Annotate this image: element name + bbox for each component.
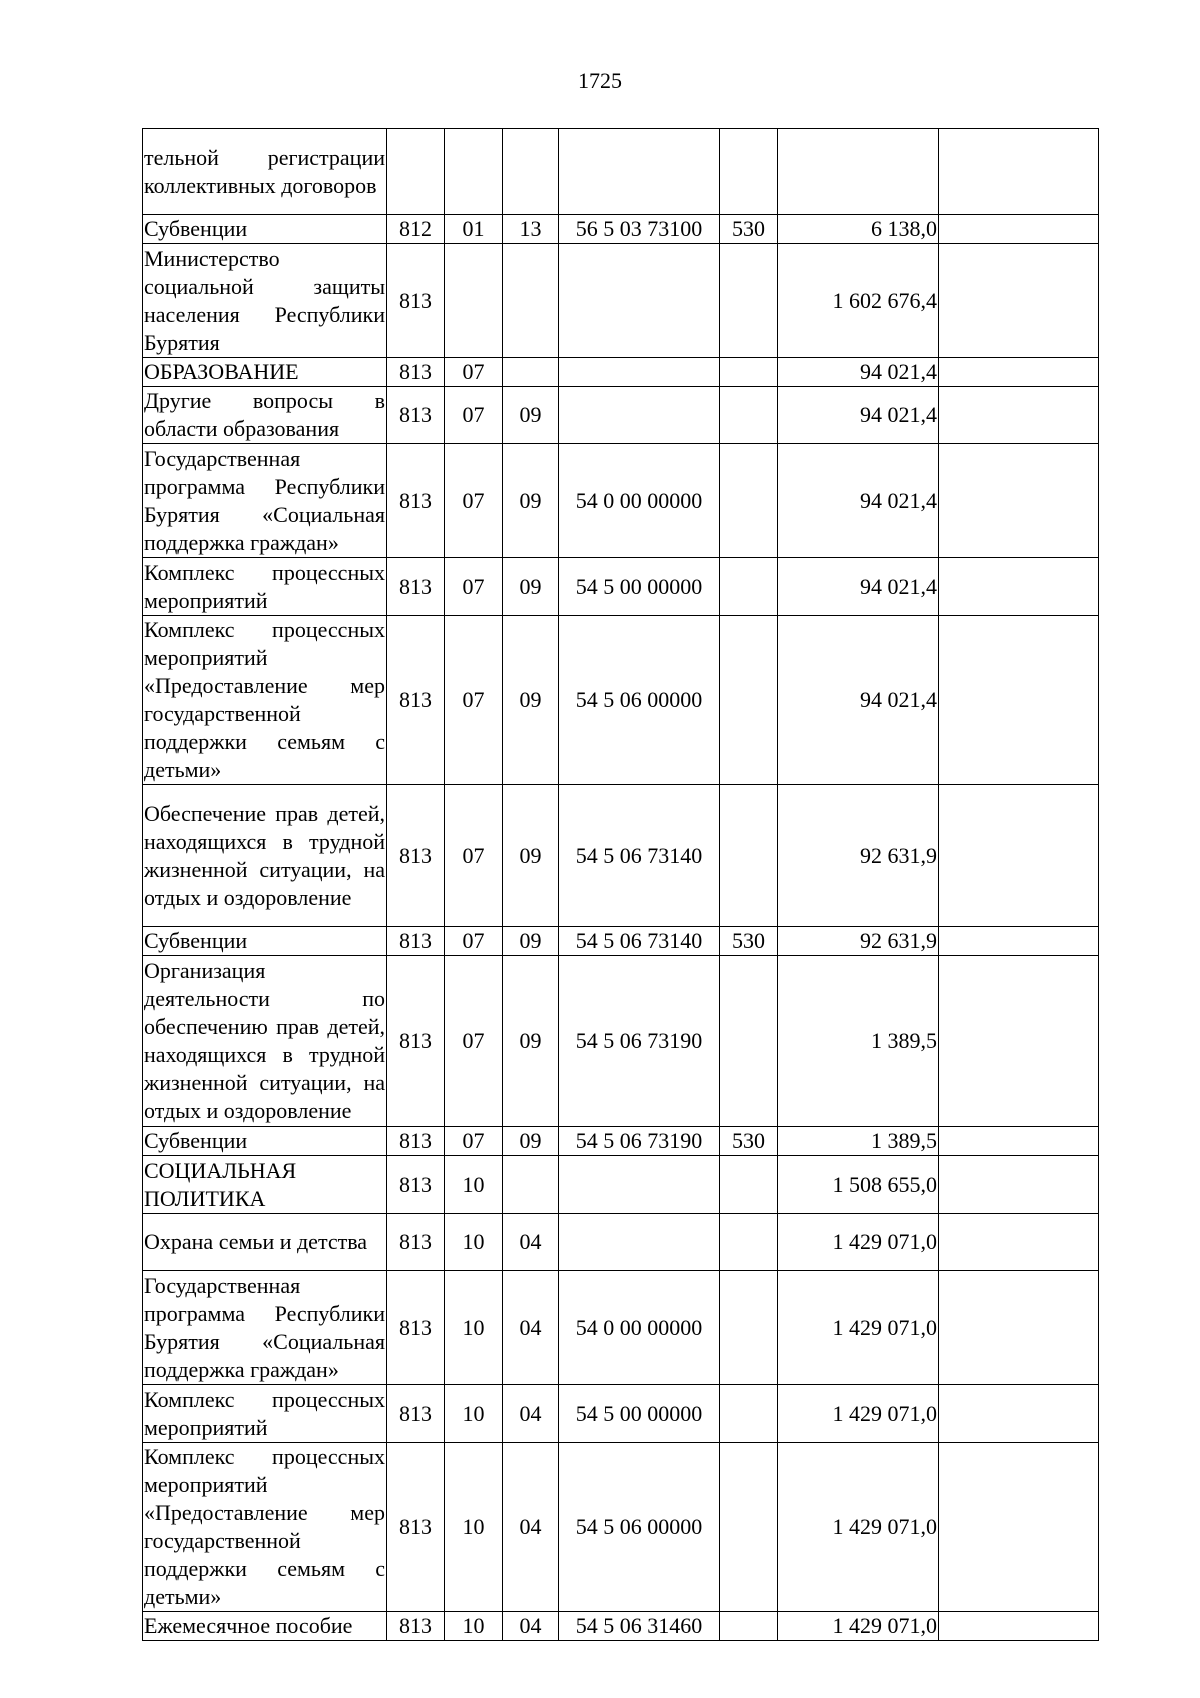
table-row	[143, 387, 1099, 444]
target-code-cell	[559, 129, 720, 215]
budget-table-body	[143, 129, 1099, 1641]
table-row	[143, 1271, 1099, 1385]
section-code-cell: 07	[445, 444, 503, 558]
expense-type-cell	[720, 358, 778, 387]
target-code-cell: 54 5 06 73190	[559, 1127, 720, 1156]
amount-cell: 1 508 655,0	[778, 1156, 939, 1214]
target-code-cell: 54 5 06 73140	[559, 785, 720, 927]
section-code-cell: 07	[445, 956, 503, 1127]
table-row	[143, 558, 1099, 616]
ministry-code-cell: 813	[387, 387, 445, 444]
table-row	[143, 785, 1099, 927]
amount-cell: 1 429 071,0	[778, 1214, 939, 1271]
empty-cell	[939, 956, 1099, 1127]
target-code-cell: 56 5 03 73100	[559, 215, 720, 244]
item-name-cell: Комплекс процессных мероприятий	[143, 558, 387, 616]
section-code-cell: 07	[445, 927, 503, 956]
empty-cell	[939, 1612, 1099, 1641]
target-code-cell	[559, 1214, 720, 1271]
section-code-cell: 10	[445, 1443, 503, 1612]
table-row	[143, 927, 1099, 956]
expense-type-cell	[720, 1443, 778, 1612]
target-code-cell: 54 5 06 73190	[559, 956, 720, 1127]
subsection-code-cell: 04	[503, 1214, 559, 1271]
section-code-cell: 10	[445, 1612, 503, 1641]
expense-type-cell	[720, 616, 778, 785]
amount-cell: 1 429 071,0	[778, 1271, 939, 1385]
empty-cell	[939, 558, 1099, 616]
ministry-code-cell: 813	[387, 444, 445, 558]
amount-cell: 1 389,5	[778, 1127, 939, 1156]
item-name-cell: Комплекс процессных мероприятий	[143, 1385, 387, 1443]
target-code-cell: 54 5 00 00000	[559, 1385, 720, 1443]
item-name-cell: Государственная программа Республики Бурятия «Социальная поддержка граждан»	[143, 1271, 387, 1385]
target-code-cell: 54 0 00 00000	[559, 1271, 720, 1385]
expense-type-cell	[720, 129, 778, 215]
table-row	[143, 1443, 1099, 1612]
item-name-cell: тельной регистрации коллективных договоров	[143, 129, 387, 215]
amount-cell: 1 389,5	[778, 956, 939, 1127]
page-number: 1725	[578, 68, 622, 93]
subsection-code-cell: 04	[503, 1443, 559, 1612]
empty-cell	[939, 1214, 1099, 1271]
ministry-code-cell: 813	[387, 1156, 445, 1214]
ministry-code-cell: 813	[387, 785, 445, 927]
amount-cell: 94 021,4	[778, 616, 939, 785]
ministry-code-cell: 813	[387, 244, 445, 358]
ministry-code-cell: 813	[387, 558, 445, 616]
empty-cell	[939, 1271, 1099, 1385]
target-code-cell: 54 5 06 31460	[559, 1612, 720, 1641]
amount-cell: 92 631,9	[778, 785, 939, 927]
expense-type-cell	[720, 1271, 778, 1385]
table-row	[143, 215, 1099, 244]
target-code-cell	[559, 244, 720, 358]
expense-type-cell	[720, 387, 778, 444]
target-code-cell: 54 0 00 00000	[559, 444, 720, 558]
table-row	[143, 244, 1099, 358]
table-row	[143, 1156, 1099, 1214]
table-row	[143, 358, 1099, 387]
empty-cell	[939, 1127, 1099, 1156]
subsection-code-cell: 09	[503, 444, 559, 558]
ministry-code-cell: 813	[387, 616, 445, 785]
empty-cell	[939, 358, 1099, 387]
amount-cell: 94 021,4	[778, 444, 939, 558]
item-name-cell: Обеспечение прав детей, находящихся в трудной жизненной ситуации, на отдых и оздоровление	[143, 785, 387, 927]
section-code-cell: 07	[445, 785, 503, 927]
section-code-cell: 10	[445, 1214, 503, 1271]
table-row	[143, 956, 1099, 1127]
item-name-cell: Ежемесячное пособие	[143, 1612, 387, 1641]
ministry-code-cell: 813	[387, 1385, 445, 1443]
ministry-code-cell: 813	[387, 1127, 445, 1156]
section-code-cell	[445, 129, 503, 215]
subsection-code-cell	[503, 244, 559, 358]
target-code-cell	[559, 387, 720, 444]
empty-cell	[939, 927, 1099, 956]
section-code-cell: 07	[445, 358, 503, 387]
item-name-cell: ОБРАЗОВАНИЕ	[143, 358, 387, 387]
amount-cell: 94 021,4	[778, 358, 939, 387]
empty-cell	[939, 215, 1099, 244]
table-row	[143, 129, 1099, 215]
amount-cell: 1 429 071,0	[778, 1443, 939, 1612]
expense-type-cell	[720, 785, 778, 927]
item-name-cell: Организация деятельности по обеспечению прав детей, находящихся в трудной жизненной ситуации, на отдых и оздоровление	[143, 956, 387, 1127]
table-row	[143, 616, 1099, 785]
empty-cell	[939, 1443, 1099, 1612]
amount-cell: 1 602 676,4	[778, 244, 939, 358]
section-code-cell: 07	[445, 387, 503, 444]
table-row	[143, 444, 1099, 558]
amount-cell: 6 138,0	[778, 215, 939, 244]
section-code-cell: 07	[445, 616, 503, 785]
subsection-code-cell: 09	[503, 616, 559, 785]
ministry-code-cell: 813	[387, 1443, 445, 1612]
empty-cell	[939, 244, 1099, 358]
empty-cell	[939, 1385, 1099, 1443]
ministry-code-cell: 813	[387, 956, 445, 1127]
empty-cell	[939, 1156, 1099, 1214]
budget-table	[142, 128, 1099, 1641]
empty-cell	[939, 129, 1099, 215]
subsection-code-cell	[503, 129, 559, 215]
target-code-cell: 54 5 06 00000	[559, 616, 720, 785]
target-code-cell: 54 5 06 73140	[559, 927, 720, 956]
item-name-cell: Комплекс процессных мероприятий «Предоставление мер государственной поддержки семьям с детьми»	[143, 1443, 387, 1612]
expense-type-cell	[720, 444, 778, 558]
section-code-cell: 01	[445, 215, 503, 244]
empty-cell	[939, 616, 1099, 785]
table-row	[143, 1127, 1099, 1156]
empty-cell	[939, 444, 1099, 558]
amount-cell: 1 429 071,0	[778, 1612, 939, 1641]
empty-cell	[939, 785, 1099, 927]
item-name-cell: СОЦИАЛЬНАЯ ПОЛИТИКА	[143, 1156, 387, 1214]
item-name-cell: Другие вопросы в области образования	[143, 387, 387, 444]
ministry-code-cell	[387, 129, 445, 215]
section-code-cell: 10	[445, 1156, 503, 1214]
ministry-code-cell: 813	[387, 1214, 445, 1271]
item-name-cell: Министерство социальной защиты населения Республики Бурятия	[143, 244, 387, 358]
expense-type-cell	[720, 956, 778, 1127]
expense-type-cell: 530	[720, 927, 778, 956]
item-name-cell: Охрана семьи и детства	[143, 1214, 387, 1271]
subsection-code-cell: 09	[503, 387, 559, 444]
section-code-cell: 07	[445, 1127, 503, 1156]
target-code-cell	[559, 358, 720, 387]
section-code-cell: 07	[445, 558, 503, 616]
amount-cell: 1 429 071,0	[778, 1385, 939, 1443]
section-code-cell: 10	[445, 1385, 503, 1443]
table-row	[143, 1612, 1099, 1641]
amount-cell: 94 021,4	[778, 558, 939, 616]
amount-cell: 94 021,4	[778, 387, 939, 444]
item-name-cell: Субвенции	[143, 1127, 387, 1156]
expense-type-cell	[720, 1214, 778, 1271]
subsection-code-cell: 04	[503, 1271, 559, 1385]
expense-type-cell	[720, 244, 778, 358]
expense-type-cell	[720, 1612, 778, 1641]
ministry-code-cell: 813	[387, 358, 445, 387]
empty-cell	[939, 387, 1099, 444]
table-row	[143, 1385, 1099, 1443]
amount-cell	[778, 129, 939, 215]
expense-type-cell	[720, 1385, 778, 1443]
ministry-code-cell: 812	[387, 215, 445, 244]
expense-type-cell	[720, 558, 778, 616]
amount-cell: 92 631,9	[778, 927, 939, 956]
ministry-code-cell: 813	[387, 1612, 445, 1641]
item-name-cell: Субвенции	[143, 215, 387, 244]
subsection-code-cell: 04	[503, 1385, 559, 1443]
target-code-cell: 54 5 00 00000	[559, 558, 720, 616]
expense-type-cell	[720, 1156, 778, 1214]
item-name-cell: Комплекс процессных мероприятий «Предоставление мер государственной поддержки семьям с детьми»	[143, 616, 387, 785]
section-code-cell	[445, 244, 503, 358]
subsection-code-cell	[503, 358, 559, 387]
item-name-cell: Субвенции	[143, 927, 387, 956]
subsection-code-cell: 09	[503, 927, 559, 956]
subsection-code-cell: 13	[503, 215, 559, 244]
subsection-code-cell: 09	[503, 956, 559, 1127]
item-name-cell: Государственная программа Республики Бурятия «Социальная поддержка граждан»	[143, 444, 387, 558]
subsection-code-cell: 04	[503, 1612, 559, 1641]
expense-type-cell: 530	[720, 1127, 778, 1156]
subsection-code-cell: 09	[503, 785, 559, 927]
subsection-code-cell: 09	[503, 1127, 559, 1156]
subsection-code-cell: 09	[503, 558, 559, 616]
expense-type-cell: 530	[720, 215, 778, 244]
subsection-code-cell	[503, 1156, 559, 1214]
ministry-code-cell: 813	[387, 1271, 445, 1385]
section-code-cell: 10	[445, 1271, 503, 1385]
target-code-cell	[559, 1156, 720, 1214]
ministry-code-cell: 813	[387, 927, 445, 956]
target-code-cell: 54 5 06 00000	[559, 1443, 720, 1612]
table-row	[143, 1214, 1099, 1271]
